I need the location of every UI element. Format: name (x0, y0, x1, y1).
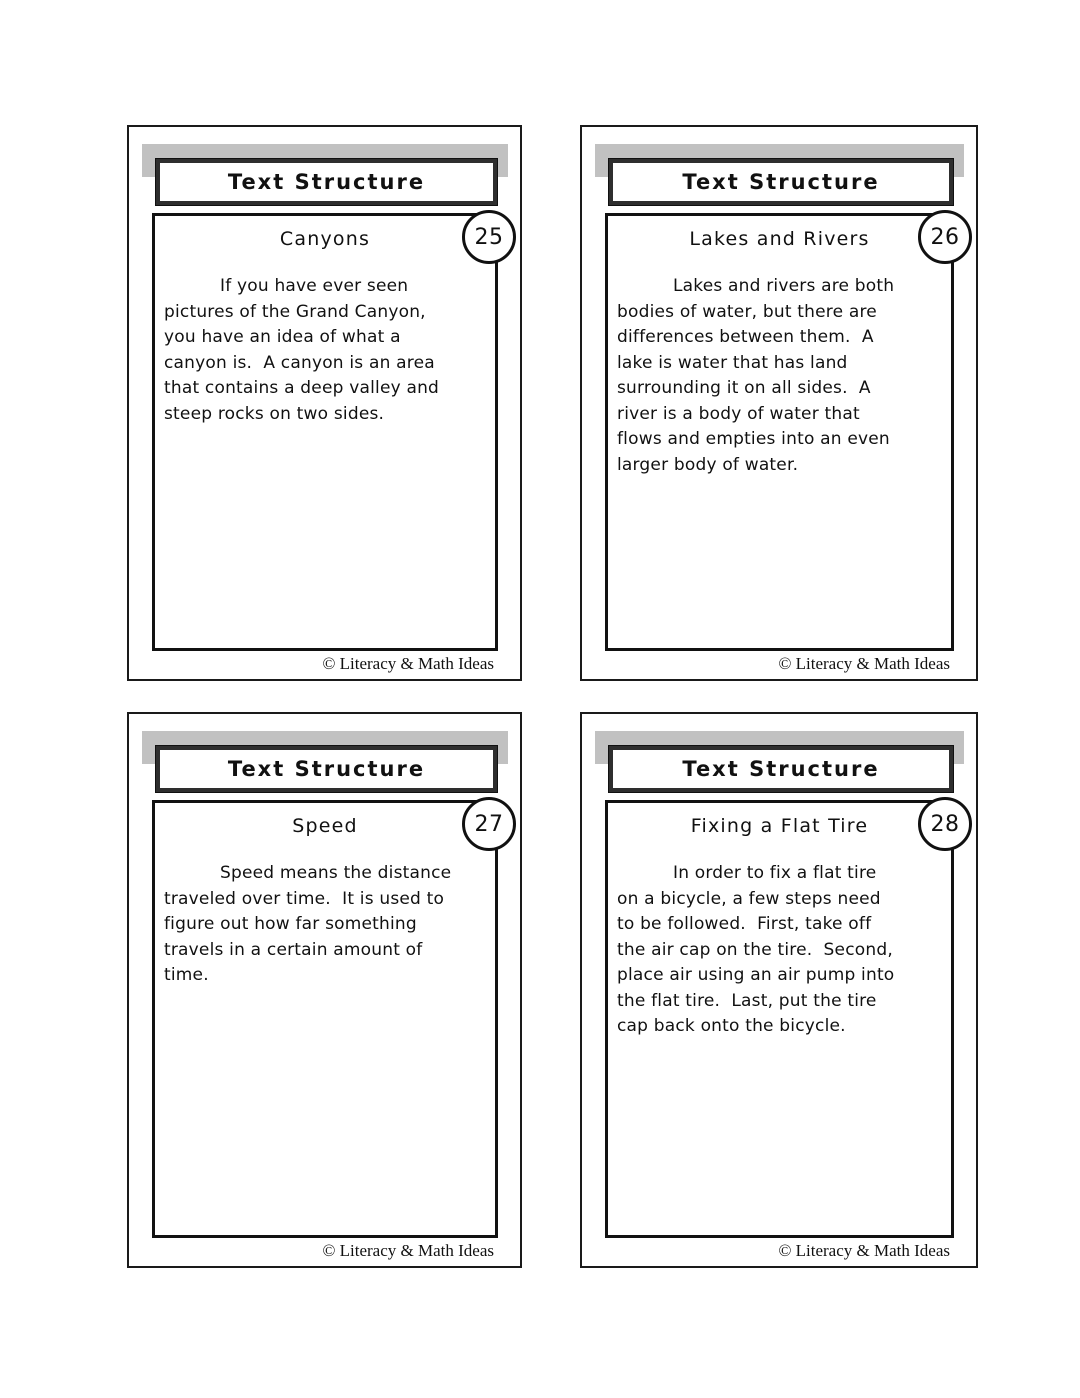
card-number: 25 (474, 224, 504, 250)
copyright-line (129, 651, 520, 679)
copyright-text: © Literacy & Math Ideas (778, 1241, 950, 1260)
card-number-badge (462, 797, 516, 851)
copyright-text: © Literacy & Math Ideas (322, 654, 494, 673)
card-category-box (609, 746, 953, 792)
card-number: 26 (930, 224, 960, 250)
card-number: 28 (930, 811, 960, 837)
card-header (129, 127, 520, 213)
card-content-box (605, 213, 960, 651)
passage-title: Speed (292, 815, 358, 837)
copyright-line (582, 1238, 976, 1266)
card-header (582, 127, 976, 213)
passage-body: In order to fix a flat tire on a bicycle, a few steps need to be followed. First, take off the air cap on the tire. Second, place air using an air pump into the flat tire. Last, put the tire cap back onto the bicycle. (617, 863, 895, 1036)
card-number: 27 (474, 811, 504, 837)
task-card-28 (580, 712, 978, 1268)
task-card-26 (580, 125, 978, 681)
card-category-label: Text Structure (227, 757, 426, 781)
copyright-text: © Literacy & Math Ideas (322, 1241, 494, 1260)
card-header (129, 714, 520, 800)
copyright-text: © Literacy & Math Ideas (778, 654, 950, 673)
passage-title: Fixing a Flat Tire (690, 815, 869, 837)
passage-body: If you have ever seen pictures of the Grand Canyon, you have an idea of what a canyon is. A canyon is an area that contains a deep valley and steep rocks on two sides. (164, 276, 440, 424)
card-content-box (605, 800, 960, 1238)
task-card-grid (127, 125, 978, 1268)
card-number-badge (918, 797, 972, 851)
passage-title: Canyons (279, 228, 371, 250)
card-category-box (156, 159, 497, 205)
copyright-line (129, 1238, 520, 1266)
card-category-label: Text Structure (227, 170, 426, 194)
card-category-box (609, 159, 953, 205)
passage-body: Speed means the distance traveled over time. It is used to figure out how far something travels in a certain amount of time. (164, 863, 452, 985)
card-content-box (152, 213, 504, 651)
passage-title: Lakes and Rivers (689, 228, 870, 250)
card-category-box (156, 746, 497, 792)
card-number-badge (918, 210, 972, 264)
card-number-badge (462, 210, 516, 264)
copyright-line (582, 651, 976, 679)
task-card-27 (127, 712, 522, 1268)
card-category-label: Text Structure (682, 170, 880, 194)
passage-body: Lakes and rivers are both bodies of water, but there are differences between them. A lake is water that has land surrounding it on all sides. A river is a body of water that flows and empties into an even larger body of water. (617, 276, 895, 475)
card-content-box (152, 800, 504, 1238)
task-card-25 (127, 125, 522, 681)
card-header (582, 714, 976, 800)
card-category-label: Text Structure (682, 757, 880, 781)
